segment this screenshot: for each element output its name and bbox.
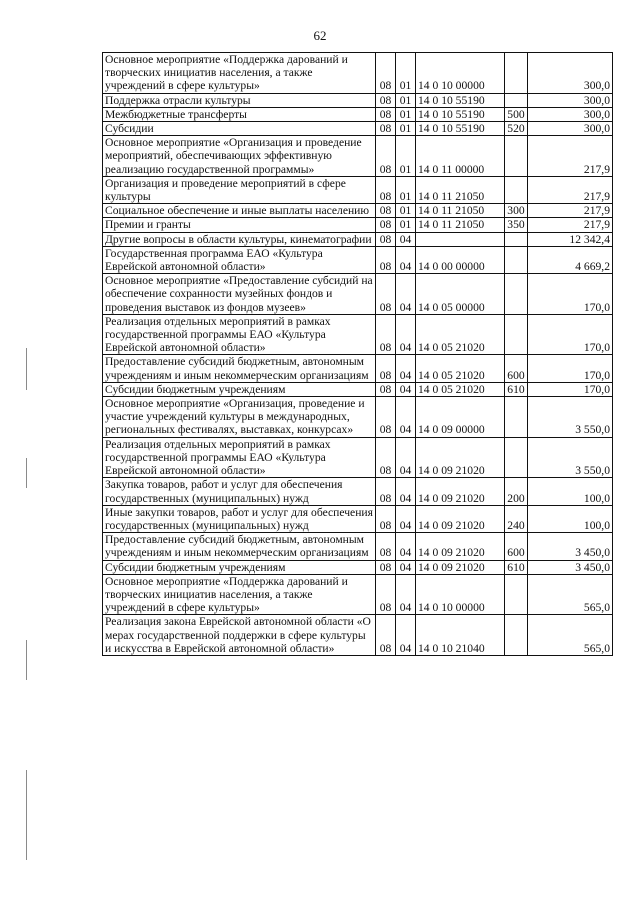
row-subsection-cell: 04: [396, 397, 416, 438]
scan-margin-line: [26, 348, 27, 390]
row-kind-cell: 610: [505, 560, 528, 574]
row-kind-cell: [505, 176, 528, 203]
row-section-cell: 08: [376, 204, 396, 218]
row-name-cell: Основное мероприятие «Поддержка дарований и творческих инициатив населения, а также учреждений в сфере культуры»: [103, 53, 376, 94]
row-name-cell: Субсидии бюджетным учреждениям: [103, 560, 376, 574]
row-kind-cell: [505, 93, 528, 107]
table-row: [103, 246, 613, 273]
row-name-cell: Основное мероприятие «Организация и проведение мероприятий, обеспечивающих эффективную реализацию государственной программы»: [103, 136, 376, 177]
row-amount-cell: 4 669,2: [528, 246, 613, 273]
row-subsection-cell: 04: [396, 615, 416, 656]
row-target-cell: 14 0 09 21020: [416, 533, 505, 560]
row-subsection-cell: 04: [396, 533, 416, 560]
row-subsection-cell: 04: [396, 505, 416, 532]
row-name-cell: Государственная программа ЕАО «Культура Еврейской автономной области»: [103, 246, 376, 273]
row-target-cell: 14 0 10 55190: [416, 107, 505, 121]
row-target-cell: 14 0 10 55190: [416, 122, 505, 136]
row-kind-cell: [505, 574, 528, 615]
table-row: [103, 176, 613, 203]
table-row: [103, 505, 613, 532]
row-name-cell: Организация и проведение мероприятий в сфере культуры: [103, 176, 376, 203]
row-subsection-cell: 04: [396, 274, 416, 315]
table-row: [103, 122, 613, 136]
row-section-cell: 08: [376, 274, 396, 315]
table-row: [103, 437, 613, 478]
row-kind-cell: 600: [505, 533, 528, 560]
row-name-cell: Основное мероприятие «Предоставление субсидий на обеспечение сохранности музейных фондов и проведения выставок из фондов музеев»: [103, 274, 376, 315]
row-kind-cell: 500: [505, 107, 528, 121]
row-target-cell: 14 0 00 00000: [416, 246, 505, 273]
row-kind-cell: [505, 274, 528, 315]
row-amount-cell: 565,0: [528, 615, 613, 656]
row-subsection-cell: 01: [396, 218, 416, 232]
row-target-cell: 14 0 10 00000: [416, 574, 505, 615]
row-subsection-cell: 04: [396, 574, 416, 615]
row-kind-cell: [505, 314, 528, 355]
table-row: [103, 382, 613, 396]
row-kind-cell: [505, 437, 528, 478]
row-section-cell: 08: [376, 122, 396, 136]
row-target-cell: 14 0 05 00000: [416, 274, 505, 315]
row-section-cell: 08: [376, 232, 396, 246]
table-row: [103, 615, 613, 656]
row-name-cell: Иные закупки товаров, работ и услуг для обеспечения государственных (муниципальных) нужд: [103, 505, 376, 532]
row-subsection-cell: 04: [396, 478, 416, 505]
row-target-cell: 14 0 09 21020: [416, 478, 505, 505]
table-row: [103, 232, 613, 246]
table-row: [103, 560, 613, 574]
row-section-cell: 08: [376, 397, 396, 438]
row-target-cell: 14 0 09 21020: [416, 437, 505, 478]
row-amount-cell: 100,0: [528, 478, 613, 505]
row-kind-cell: 520: [505, 122, 528, 136]
table-row: [103, 93, 613, 107]
table-row: [103, 533, 613, 560]
row-subsection-cell: 04: [396, 437, 416, 478]
row-amount-cell: 3 550,0: [528, 437, 613, 478]
row-kind-cell: [505, 246, 528, 273]
row-amount-cell: 300,0: [528, 122, 613, 136]
row-subsection-cell: 04: [396, 355, 416, 382]
table-row: [103, 478, 613, 505]
row-name-cell: Другие вопросы в области культуры, кинематографии: [103, 232, 376, 246]
row-amount-cell: 100,0: [528, 505, 613, 532]
row-target-cell: [416, 232, 505, 246]
row-section-cell: 08: [376, 560, 396, 574]
table-row: [103, 204, 613, 218]
row-subsection-cell: 04: [396, 232, 416, 246]
row-name-cell: Социальное обеспечение и иные выплаты населению: [103, 204, 376, 218]
row-name-cell: Основное мероприятие «Организация, проведение и участие учреждений культуры в международных, региональных фестивалях, выставках, конкурсах»: [103, 397, 376, 438]
row-name-cell: Реализация отдельных мероприятий в рамках государственной программы ЕАО «Культура Еврейской автономной области»: [103, 314, 376, 355]
row-amount-cell: 217,9: [528, 218, 613, 232]
row-section-cell: 08: [376, 176, 396, 203]
row-amount-cell: 170,0: [528, 314, 613, 355]
row-section-cell: 08: [376, 136, 396, 177]
table-row: [103, 355, 613, 382]
row-name-cell: Реализация закона Еврейской автономной области «О мерах государственной поддержки в сфере культуры и искусства в Еврейской автономной области»: [103, 615, 376, 656]
row-target-cell: 14 0 09 21020: [416, 560, 505, 574]
row-section-cell: 08: [376, 533, 396, 560]
table-row: [103, 397, 613, 438]
row-subsection-cell: 01: [396, 176, 416, 203]
row-amount-cell: 217,9: [528, 136, 613, 177]
row-subsection-cell: 01: [396, 53, 416, 94]
row-amount-cell: 3 450,0: [528, 560, 613, 574]
row-section-cell: 08: [376, 218, 396, 232]
row-amount-cell: 3 450,0: [528, 533, 613, 560]
row-name-cell: Основное мероприятие «Поддержка дарований и творческих инициатив населения, а также учреждений в сфере культуры»: [103, 574, 376, 615]
table-row: [103, 53, 613, 94]
row-kind-cell: [505, 232, 528, 246]
row-target-cell: 14 0 05 21020: [416, 355, 505, 382]
row-target-cell: 14 0 05 21020: [416, 382, 505, 396]
row-subsection-cell: 01: [396, 107, 416, 121]
row-kind-cell: 610: [505, 382, 528, 396]
row-amount-cell: 300,0: [528, 53, 613, 94]
row-section-cell: 08: [376, 615, 396, 656]
row-amount-cell: 12 342,4: [528, 232, 613, 246]
row-subsection-cell: 04: [396, 246, 416, 273]
table-row: [103, 274, 613, 315]
row-amount-cell: 217,9: [528, 176, 613, 203]
row-subsection-cell: 01: [396, 136, 416, 177]
row-target-cell: 14 0 10 21040: [416, 615, 505, 656]
row-subsection-cell: 04: [396, 382, 416, 396]
row-target-cell: 14 0 11 21050: [416, 204, 505, 218]
row-name-cell: Межбюджетные трансферты: [103, 107, 376, 121]
row-name-cell: Предоставление субсидий бюджетным, автономным учреждениям и иным некоммерческим организациям: [103, 533, 376, 560]
row-section-cell: 08: [376, 505, 396, 532]
scan-margin-line: [26, 770, 27, 860]
row-amount-cell: 217,9: [528, 204, 613, 218]
table-row: [103, 136, 613, 177]
scan-margin-line: [26, 640, 27, 680]
row-section-cell: 08: [376, 574, 396, 615]
row-name-cell: Предоставление субсидий бюджетным, автономным учреждениям и иным некоммерческим организациям: [103, 355, 376, 382]
row-amount-cell: 565,0: [528, 574, 613, 615]
row-kind-cell: [505, 397, 528, 438]
row-name-cell: Субсидии: [103, 122, 376, 136]
row-target-cell: 14 0 05 21020: [416, 314, 505, 355]
row-target-cell: 14 0 09 00000: [416, 397, 505, 438]
row-amount-cell: 170,0: [528, 274, 613, 315]
row-name-cell: Реализация отдельных мероприятий в рамках государственной программы ЕАО «Культура Еврейской автономной области»: [103, 437, 376, 478]
row-kind-cell: [505, 53, 528, 94]
row-target-cell: 14 0 11 21050: [416, 218, 505, 232]
row-kind-cell: [505, 615, 528, 656]
row-kind-cell: 200: [505, 478, 528, 505]
row-kind-cell: 300: [505, 204, 528, 218]
table-row: [103, 574, 613, 615]
row-kind-cell: 350: [505, 218, 528, 232]
row-kind-cell: 240: [505, 505, 528, 532]
row-section-cell: 08: [376, 355, 396, 382]
row-kind-cell: [505, 136, 528, 177]
row-target-cell: 14 0 10 55190: [416, 93, 505, 107]
row-amount-cell: 300,0: [528, 93, 613, 107]
row-section-cell: 08: [376, 314, 396, 355]
row-subsection-cell: 04: [396, 314, 416, 355]
row-amount-cell: 170,0: [528, 355, 613, 382]
row-target-cell: 14 0 10 00000: [416, 53, 505, 94]
budget-table-body: [103, 53, 613, 656]
row-section-cell: 08: [376, 93, 396, 107]
row-section-cell: 08: [376, 53, 396, 94]
row-target-cell: 14 0 11 21050: [416, 176, 505, 203]
row-name-cell: Субсидии бюджетным учреждениям: [103, 382, 376, 396]
row-subsection-cell: 04: [396, 560, 416, 574]
page-number: 62: [313, 28, 327, 43]
row-section-cell: 08: [376, 107, 396, 121]
row-section-cell: 08: [376, 478, 396, 505]
row-target-cell: 14 0 09 21020: [416, 505, 505, 532]
row-subsection-cell: 01: [396, 93, 416, 107]
row-section-cell: 08: [376, 246, 396, 273]
row-name-cell: Поддержка отрасли культуры: [103, 93, 376, 107]
row-amount-cell: 3 550,0: [528, 397, 613, 438]
row-subsection-cell: 01: [396, 122, 416, 136]
row-section-cell: 08: [376, 382, 396, 396]
row-section-cell: 08: [376, 437, 396, 478]
scan-margin-line: [26, 458, 27, 488]
budget-table: [102, 52, 613, 656]
row-name-cell: Закупка товаров, работ и услуг для обеспечения государственных (муниципальных) нужд: [103, 478, 376, 505]
row-target-cell: 14 0 11 00000: [416, 136, 505, 177]
row-kind-cell: 600: [505, 355, 528, 382]
row-name-cell: Премии и гранты: [103, 218, 376, 232]
table-row: [103, 218, 613, 232]
row-amount-cell: 170,0: [528, 382, 613, 396]
table-row: [103, 314, 613, 355]
table-row: [103, 107, 613, 121]
row-subsection-cell: 01: [396, 204, 416, 218]
row-amount-cell: 300,0: [528, 107, 613, 121]
